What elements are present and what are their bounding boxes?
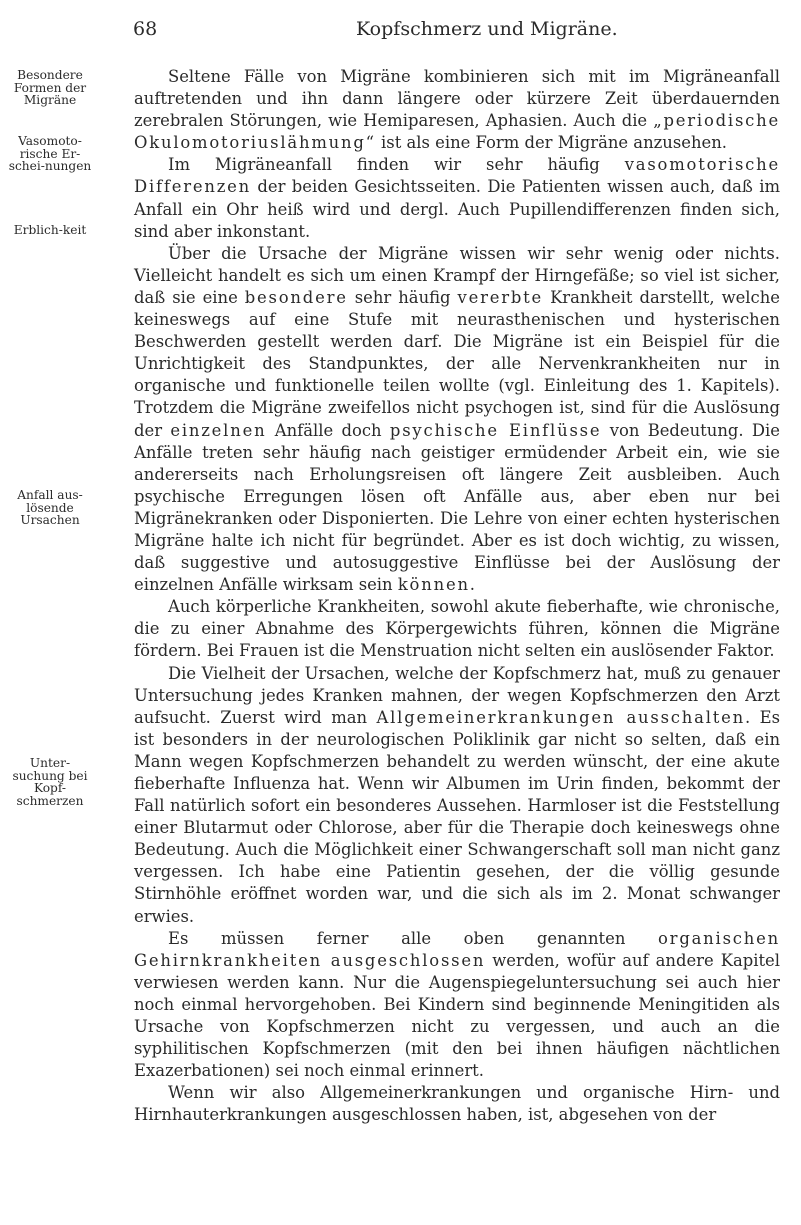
page-number: 68 xyxy=(133,18,158,40)
paragraph-untersuchung: Die Vielheit der Ursachen, welche der Kopfschmerz hat, muß zu genauer Untersuchung jedes Kranken mahnen, der wegen Kopfschmerzen den Arzt aufsucht. Zuerst wird man Allgemeinerkrankungen ausschalten. Es ist besonders in der neurologischen Poliklinik gar nicht so selten, daß ein Mann wegen Kopfschmerzen behandelt zu werden wünscht, der eine akute fieberhafte Influenza hat. Wenn wir Albumen im Urin finden, bekommt der Fall natürlich sofort ein besonderes Aussehen. Harmloser ist die Feststellung einer Blutarmut oder Chlorose, aber für die Therapie doch keineswegs ohne Bedeutung. Auch die Möglichkeit einer Schwangerschaft soll man nicht ganz vergessen. Ich habe eine Patientin gesehen, der die völlig gesunde Stirnhöhle eröffnet worden war, und die sich als im 2. Monat schwanger erwies. xyxy=(134,663,780,926)
margin-note-besondere-formen: Besondere Formen der Migräne xyxy=(13,68,87,107)
emphasis-okulomotoriuslaehmung: „periodische Okulomotoriuslähmung“ xyxy=(134,111,780,153)
paragraph-besondere-formen: Seltene Fälle von Migräne kombinieren sich mit im Migräneanfall auftretenden und ihn dann längere oder kürzere Zeit überdauernden zerebralen Störungen, wie Hemiparesen, Aphasien. Auch die „periodische Okulomotoriuslähmung“ ist als eine Form der Migräne anzusehen. xyxy=(134,67,780,153)
emphasis-allgemeinerkrankungen: Allgemeinerkrankungen ausschalten xyxy=(376,707,745,727)
running-title: Kopfschmerz und Migräne. xyxy=(356,18,618,40)
emphasis-koennen: können xyxy=(397,575,470,595)
emphasis-organischen-gehirnkrankheiten: organischen Gehirnkrankheiten ausgeschlossen xyxy=(134,928,780,970)
emphasis-psychische-einfluesse: psychische Einflüsse xyxy=(389,420,602,440)
paragraph-vasomotorische: Im Migräneanfall finden wir sehr häufig vasomotorische Differenzen der beiden Gesichtsseiten. Die Patienten wissen auch, daß im Anfall ein Ohr heiß wird und dergl. Auch Pupillendifferenzen finden sich, sind aber inkonstant. xyxy=(134,155,780,241)
emphasis-vasomotorische-differenzen: vasomotorische Differenzen xyxy=(134,155,780,197)
emphasis-vererbte: vererbte xyxy=(457,287,544,307)
emphasis-einzelnen: einzelnen xyxy=(170,420,267,440)
paragraph-organische-gehirnkrankheiten: Es müssen ferner alle oben genannten organischen Gehirnkrankheiten ausgeschlossen werden, wofür auf andere Kapitel verwiesen werden kann. Nur die Augenspiegeluntersuchung sei auch hier noch einmal hervorgehoben. Bei Kindern sind beginnende Meningitiden als Ursache von Kopfschmerzen nicht zu vergessen, und auch an die syphilitischen Kopfschmerzen (mit den bei ihnen häufigen nächtlichen Exazerbationen) sei noch einmal erinnert. xyxy=(134,928,780,1081)
page-header xyxy=(0,18,801,48)
margin-note-untersuchung: Unter-suchung bei Kopf-schmerzen xyxy=(12,756,88,808)
emphasis-besondere: besondere xyxy=(244,287,348,307)
body-text xyxy=(134,66,780,1127)
paragraph-ursache: Über die Ursache der Migräne wissen wir sehr wenig oder nichts. Vielleicht handelt es sich um einen Krampf der Hirngefäße; so viel ist sicher, daß sie eine besondere sehr häufig vererbte Krankheit darstellt, welche keineswegs auf eine Stufe mit neurasthenischen und hysterischen Beschwerden gestellt werden darf. Die Migräne ist ein Beispiel für die Unrichtigkeit des Standpunktes, der alle Nervenkrankheiten nur in organische und funktionelle teilen wollte (vgl. Einleitung des 1. Kapitels). Trotzdem die Migräne zweifellos nicht psychogen ist, sind für die Auslösung der einzelnen Anfälle doch psychische Einflüsse von Bedeutung. Die Anfälle treten sehr häufig nach geistiger ermüdender Arbeit ein, wie sie andererseits nach Erholungsreisen oft längere Zeit ausbleiben. Auch psychische Erregungen lösen oft Anfälle aus, aber eben nur bei Migränekranken oder Disponierten. Die Lehre von einer echten hysterischen Migräne halte ich nicht für begründet. Aber es ist doch wichtig, zu wissen, daß suggestive und autosuggestive Einflüsse bei der Auslösung der einzelnen Anfälle wirksam sein können. xyxy=(134,243,780,595)
margin-note-ausloesende-ursachen: Anfall aus-lösende Ursachen xyxy=(17,488,83,527)
paragraph-koerperliche-krankheiten: Auch körperliche Krankheiten, sowohl akute fieberhafte, wie chronische, die zu einer Abnahme des Körpergewichts führen, können die Migräne fördern. Bei Frauen ist die Menstruation nicht selten ein auslösender Faktor. xyxy=(134,597,780,661)
margin-note-vasomotorische: Vasomoto-rische Er-schei-nungen xyxy=(8,134,92,173)
paragraph-abschluss: Wenn wir also Allgemeinerkrankungen und organische Hirn- und Hirnhauterkrankungen ausgeschlossen haben, ist, abgesehen von der xyxy=(134,1083,780,1125)
margin-note-erblichkeit: Erblich-keit xyxy=(13,223,87,237)
